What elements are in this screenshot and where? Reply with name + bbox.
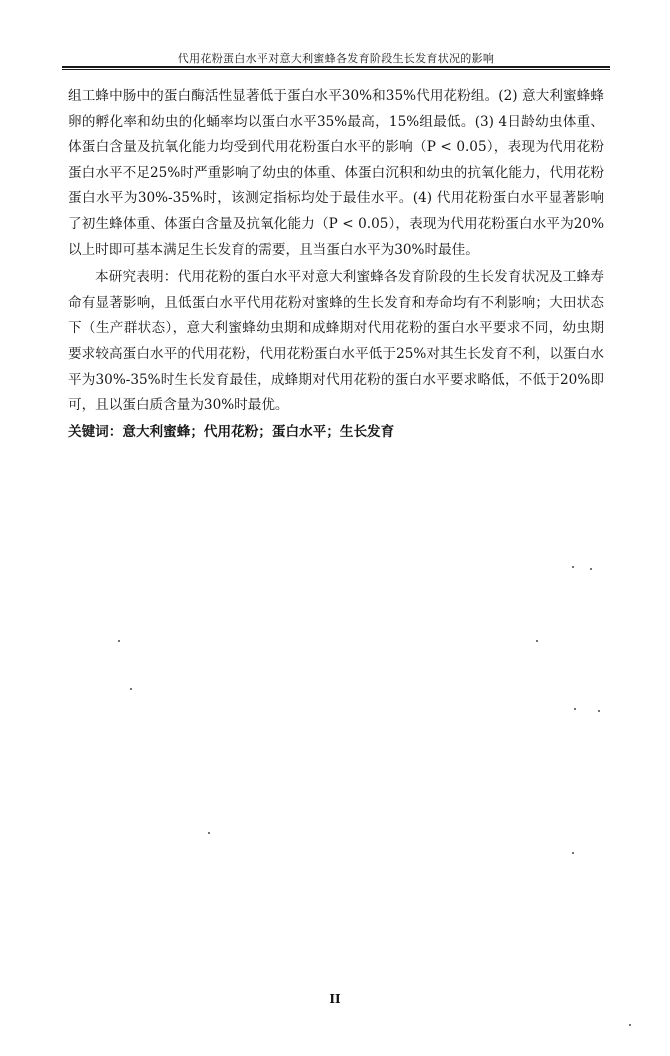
scan-speck <box>629 1024 631 1026</box>
header-rule <box>62 66 610 68</box>
scan-speck <box>572 852 574 854</box>
keywords-value: 意大利蜜蜂；代用花粉；蛋白水平；生长发育 <box>122 423 395 440</box>
scan-speck <box>208 832 210 834</box>
scan-speck <box>572 566 574 568</box>
keywords-label: 关键词： <box>68 423 123 440</box>
scan-speck <box>574 708 576 710</box>
paragraph-results: 组工蜂中肠中的蛋白酶活性显著低于蛋白水平30%和35%代用花粉组。(2) 意大利蜜蜂蜂卵的孵化率和幼虫的化蛹率均以蛋白水平35%最高，15%组最低。(3) 4日龄幼虫体重、体蛋白含量及抗氧化能力均受到代用花粉蛋白水平的影响（P < 0.05），表现为代用花粉蛋白水平不足25%时严重影响了幼虫的体重、体蛋白沉积和幼虫的抗氧化能力，代用花粉蛋白水平为30%-35%时，该测定指标均处于最佳水平。(4) 代用花粉蛋白水平显著影响了初生蜂体重、体蛋白含量及抗氧化能力（P < 0.05），表现为代用花粉蛋白水平为20%以上时即可基本满足生长发育的需要，且当蛋白水平为30%时最佳。 <box>68 88 604 258</box>
running-header: 代用花粉蛋白水平对意大利蜜蜂各发育阶段生长发育状况的影响 <box>177 52 495 65</box>
scan-speck <box>590 568 592 570</box>
page-number: II <box>329 992 341 1006</box>
scan-speck <box>130 688 132 690</box>
paragraph-conclusion: 本研究表明：代用花粉的蛋白水平对意大利蜜蜂各发育阶段的生长发育状况及工蜂寿命有显著影响，且低蛋白水平代用花粉对蜜蜂的生长发育和寿命均有不利影响；大田状态下（生产群状态），意大利蜜蜂幼虫期和成蜂期对代用花粉的蛋白水平要求不同，幼虫期要求较高蛋白水平的代用花粉，代用花粉蛋白水平低于25%对其生长发育不利，以蛋白水平为30%-35%时生长发育最佳，成蜂期对代用花粉的蛋白水平要求略低，不低于20%即可，且以蛋白质含量为30%时最优。 <box>68 269 604 414</box>
scan-speck <box>536 640 538 642</box>
scan-speck <box>598 710 600 712</box>
header-rule-thin <box>62 69 610 70</box>
abstract-body <box>68 84 604 445</box>
scan-speck <box>118 640 120 642</box>
keywords-line <box>68 420 604 446</box>
